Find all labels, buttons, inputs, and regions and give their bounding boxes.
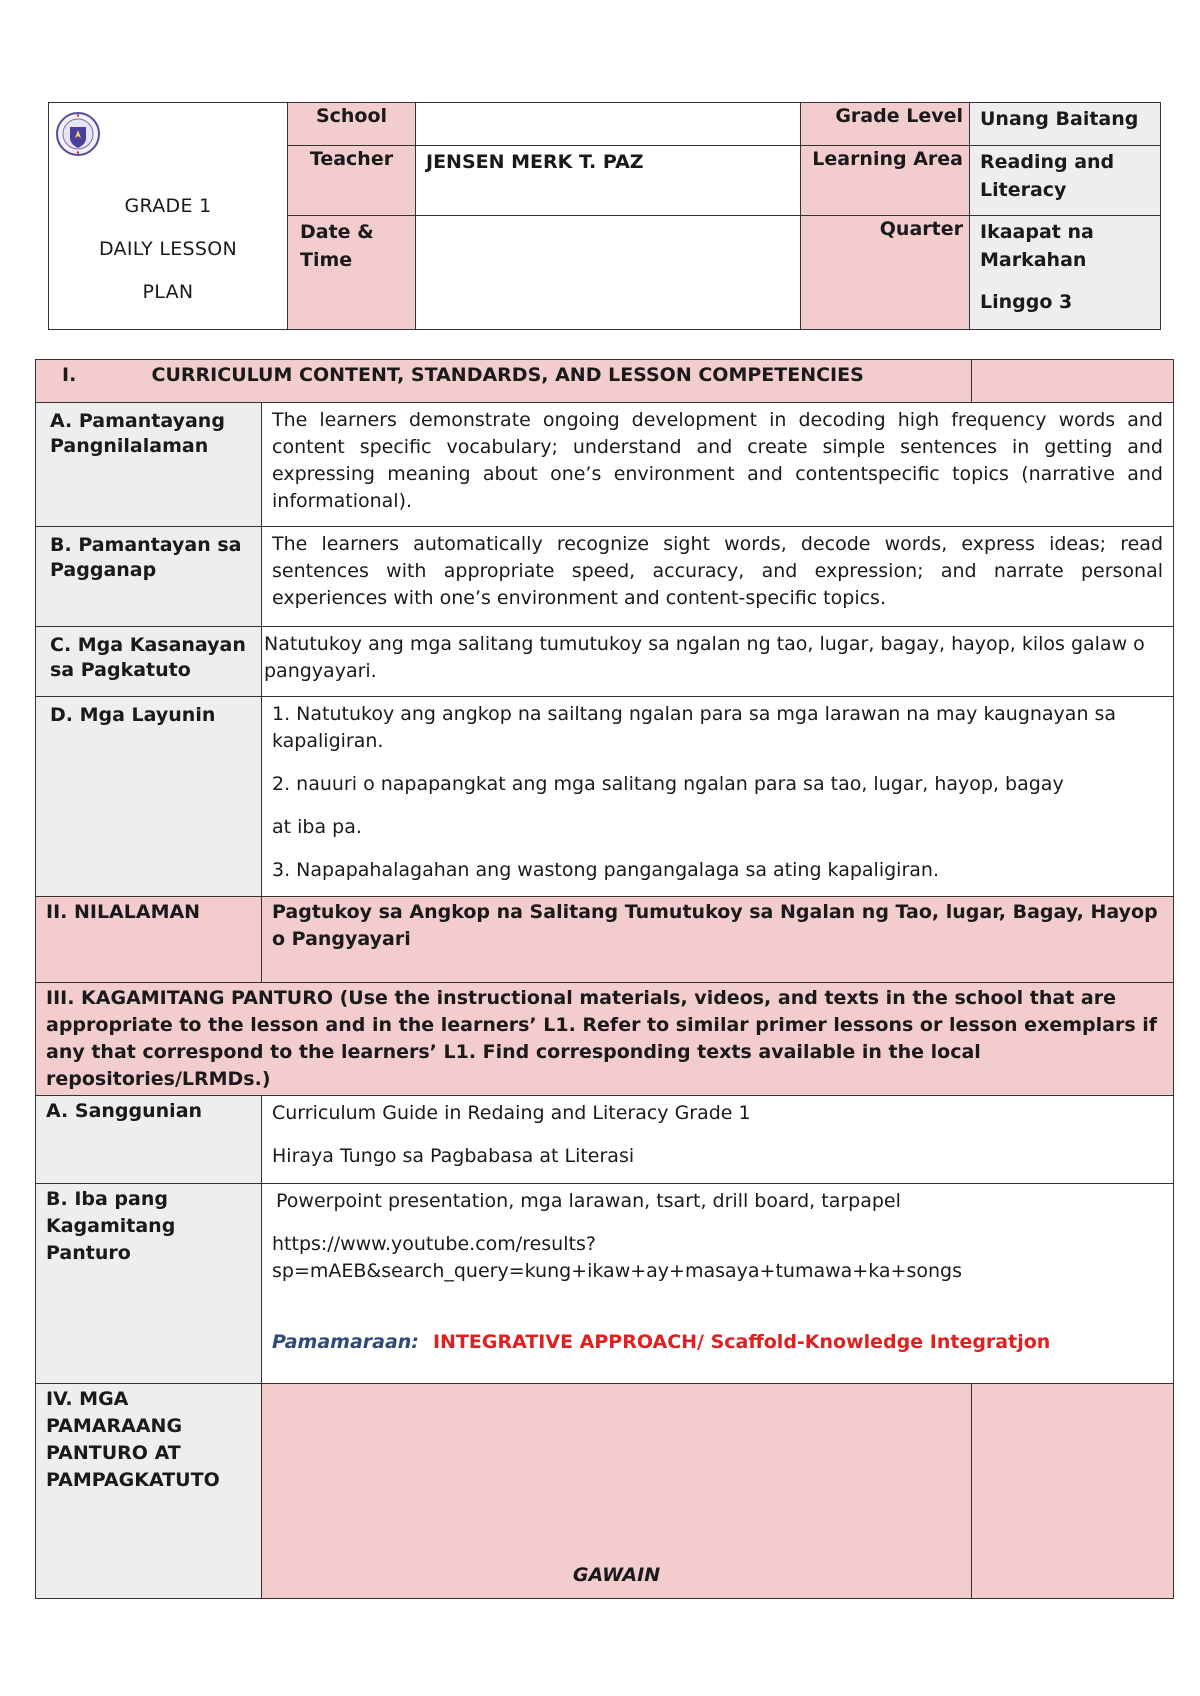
- date-time-field[interactable]: [416, 216, 801, 330]
- layunin-item-1: 1. Natutukoy ang angkop na sailtang ngalan para sa mga larawan na may kaugnayan sa kapaligiran.: [272, 703, 1117, 752]
- date-time-label: Date & Time: [288, 216, 416, 330]
- teacher-field[interactable]: JENSEN MERK T. PAZ: [416, 146, 801, 216]
- youtube-link-1[interactable]: https://www.youtube.com/results?: [272, 1233, 596, 1255]
- mga-layunin-label: D. Mga Layunin: [36, 697, 262, 897]
- quarter-cell: [970, 216, 1161, 330]
- school-field[interactable]: [416, 103, 801, 146]
- learning-area-value: Reading and Literacy: [970, 146, 1161, 216]
- sanggunian-label: A. Sanggunian: [36, 1096, 262, 1184]
- kasanayan-sa-pagkatuto-text: Natutukoy ang mga salitang tumutukoy sa ngalan ng tao, lugar, bagay, hayop, kilos galaw o pangyayari.: [262, 627, 1174, 697]
- layunin-item-3: 3. Napapahalagahan ang wastong pangangalaga sa ating kapaligiran.: [272, 859, 939, 881]
- header-title-grade: GRADE 1: [124, 195, 212, 217]
- sanggunian-line-1: Curriculum Guide in Redaing and Literacy Grade 1: [272, 1102, 751, 1124]
- layunin-item-2: 2. nauuri o napapangkat ang mga salitang ngalan para sa tao, lugar, hayop, bagay: [272, 773, 1064, 795]
- sanggunian-cell: [262, 1096, 1174, 1184]
- section-1-title: CURRICULUM CONTENT, STANDARDS, AND LESSON COMPETENCIES: [151, 364, 864, 386]
- deped-seal-icon: [55, 111, 101, 157]
- section-1-blank: [972, 360, 1174, 403]
- grade-level-value: Unang Baitang: [970, 103, 1161, 146]
- kagamitan-list: Powerpoint presentation, mga larawan, tsart, drill board, tarpapel: [276, 1190, 901, 1212]
- learning-area-label: Learning Area: [801, 146, 970, 216]
- sanggunian-line-2: Hiraya Tungo sa Pagbabasa at Literasi: [272, 1145, 635, 1167]
- pamantayang-pangnilalaman-label: A. Pamantayang Pangnilalaman: [36, 403, 262, 527]
- iba-pang-kagamitan-label: B. Iba pang Kagamitang Panturo: [36, 1184, 262, 1384]
- quarter-value: Ikaapat na Markahan: [980, 221, 1094, 271]
- pamamaraan-line: [272, 1329, 1163, 1356]
- pamaraang-panturo-blank: [972, 1384, 1174, 1599]
- section-1-heading: [36, 360, 972, 403]
- mga-layunin-cell: [262, 697, 1174, 897]
- section-1-number: I.: [62, 364, 77, 386]
- lesson-plan-body: [35, 359, 1174, 1599]
- pamaraang-panturo-label: IV. MGA PAMARAANG PANTURO AT PAMPAGKATUTO: [36, 1384, 262, 1599]
- header-title-plan: PLAN: [142, 281, 194, 303]
- iba-pang-kagamitan-cell: [262, 1184, 1174, 1384]
- nilalaman-label: II. NILALAMAN: [36, 897, 262, 983]
- teacher-label: Teacher: [288, 146, 416, 216]
- grade-level-label: Grade Level: [801, 103, 970, 146]
- header-title-dll: DAILY LESSON: [98, 238, 238, 260]
- kasanayan-sa-pagkatuto-label: C. Mga Kasanayan sa Pagkatuto: [36, 627, 262, 697]
- school-label: School: [288, 103, 416, 146]
- header-title-cell: [49, 103, 288, 330]
- nilalaman-text: Pagtukoy sa Angkop na Salitang Tumutukoy sa Ngalan ng Tao, lugar, Bagay, Hayop o Pangyayari: [262, 897, 1174, 983]
- pamantayang-pangnilalaman-text: The learners demonstrate ongoing development in decoding high frequency words and content specific vocabulary; understand and create simple sentences in getting and expressing meaning about one’s environment and contentspecific topics (narrative and informational).: [262, 403, 1174, 527]
- layunin-item-2-cont: at iba pa.: [272, 816, 362, 838]
- pamantayan-sa-pagganap-label: B. Pamantayan sa Pagganap: [36, 527, 262, 627]
- lesson-plan-header: [48, 102, 1161, 330]
- pamamaraan-label: Pamamaraan:: [272, 1331, 419, 1353]
- youtube-link-2[interactable]: sp=mAEB&search_query=kung+ikaw+ay+masaya+tumawa+ka+songs: [272, 1260, 962, 1282]
- quarter-label: Quarter: [801, 216, 970, 330]
- kagamitang-panturo-heading: III. KAGAMITANG PANTURO (Use the instructional materials, videos, and texts in the school that are appropriate to the lesson and in the learners’ L1. Refer to similar primer lessons or lesson exemplars if any that correspond to the learners’ L1. Find corresponding texts available in the local repositories/LRMDs.): [36, 983, 1174, 1096]
- week-value: Linggo 3: [980, 291, 1073, 313]
- pamamaraan-value: INTEGRATIVE APPROACH/ Scaffold-Knowledge Integratjon: [432, 1331, 1051, 1353]
- pamantayan-sa-pagganap-text: The learners automatically recognize sight words, decode words, express ideas; read sentences with appropriate speed, accuracy, and expression; and narrate personal experiences with one’s environment and content-specific topics.: [262, 527, 1174, 627]
- gawain-header: GAWAIN: [262, 1384, 972, 1599]
